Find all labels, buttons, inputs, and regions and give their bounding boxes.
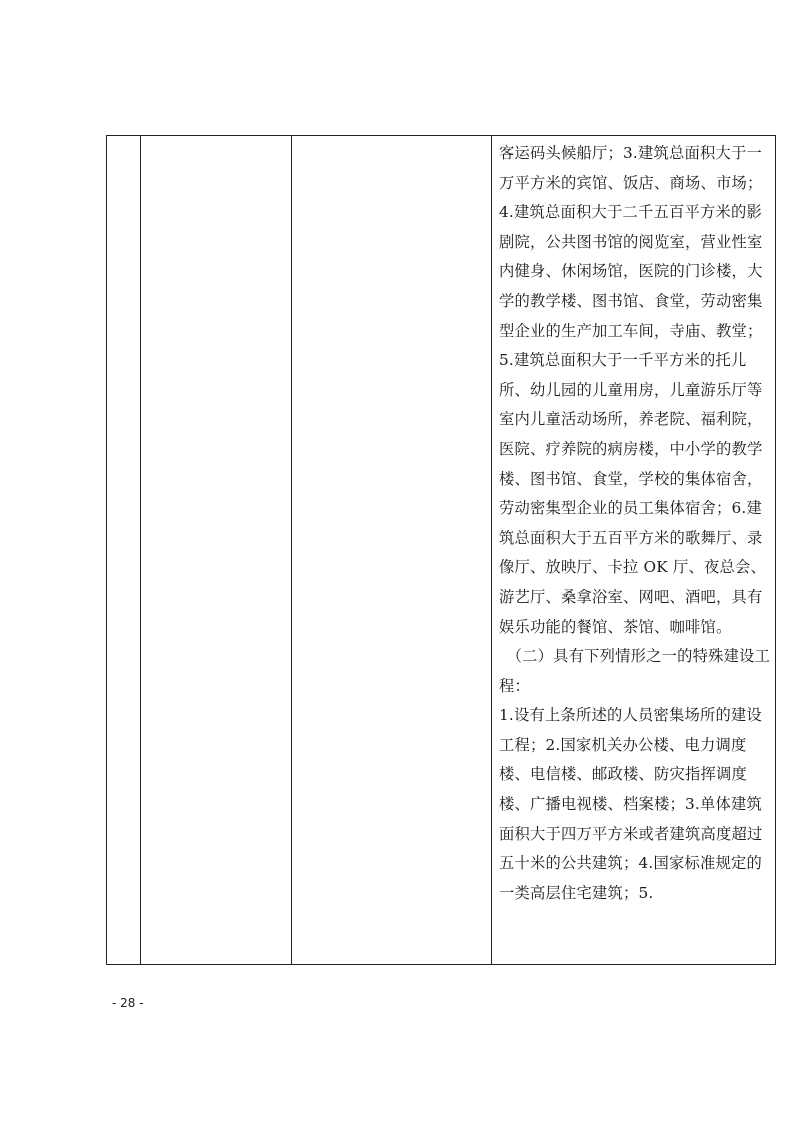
cell-paragraph: 1.设有上条所述的人员密集场所的建设工程；2.国家机关办公楼、电力调度楼、电信楼、邮政楼、防灾指挥调度楼、广播电视楼、档案楼；3.单体建筑面积大于四万平方米或者建筑高度超过五十米的公共建筑；4.国家标准规定的一类高层住宅建筑；5. [499, 706, 763, 902]
page-number: - 28 - [112, 996, 144, 1010]
column-divider [140, 136, 141, 964]
column-divider [491, 136, 492, 964]
table [106, 135, 776, 965]
column-divider [291, 136, 292, 964]
cell-paragraph-heading: （二）具有下列情形之一的特殊建设工程： [499, 647, 771, 695]
table-cell-content [499, 139, 773, 908]
cell-paragraph: 客运码头候船厅；3.建筑总面积大于一万平方米的宾馆、饭店、商场、市场；4.建筑总面积大于二千五百平方米的影剧院，公共图书馆的阅览室，营业性室内健身、休闲场馆，医院的门诊楼，大学的教学楼、图书馆、食堂，劳动密集型企业的生产加工车间，寺庙、教堂；5.建筑总面积大于一千平方米的托儿所、幼儿园的儿童用房，儿童游乐厅等室内儿童活动场所，养老院、福利院，医院、疗养院的病房楼，中小学的教学楼、图书馆、食堂，学校的集体宿舍，劳动密集型企业的员工集体宿舍；6.建筑总面积大于五百平方米的歌舞厅、录像厅、放映厅、卡拉 OK 厅、夜总会、游艺厅、桑拿浴室、网吧、酒吧，具有娱乐功能的餐馆、茶馆、咖啡馆。 [499, 144, 766, 636]
